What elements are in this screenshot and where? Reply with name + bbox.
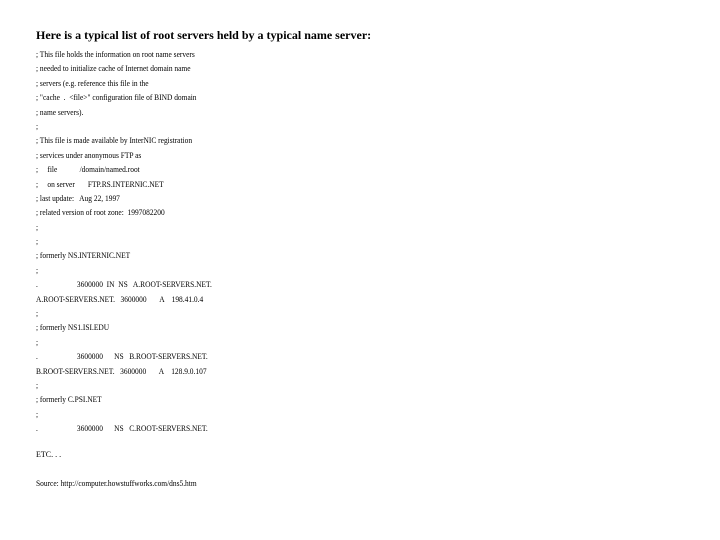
- listing-line: ;: [36, 337, 39, 347]
- listing-line: ; formerly NS.INTERNIC.NET: [36, 251, 131, 261]
- listing-line: ;: [36, 265, 39, 275]
- listing-line: ;: [36, 121, 39, 131]
- listing-line: ; on server FTP.RS.INTERNIC.NET: [36, 179, 164, 189]
- root-servers-file-listing: [36, 48, 696, 437]
- listing-line: . 3600000 NS B.ROOT-SERVERS.NET.: [36, 352, 208, 362]
- listing-line: ; This file is made available by InterNIC registration: [36, 136, 193, 146]
- listing-line: ; related version of root zone: 1997082200: [36, 208, 165, 218]
- listing-line: ;: [36, 309, 39, 319]
- listing-line: . 3600000 IN NS A.ROOT-SERVERS.NET.: [36, 280, 212, 290]
- listing-line: ; last update: Aug 22, 1997: [36, 193, 120, 203]
- listing-line: ; "cache . <file>" configuration file of BIND domain: [36, 93, 197, 103]
- listing-line: ;: [36, 237, 39, 247]
- listing-line: ; needed to initialize cache of Internet domain name: [36, 64, 191, 74]
- listing-line: ;: [36, 409, 39, 419]
- listing-line: ; formerly C.PSI.NET: [36, 395, 102, 405]
- listing-line: A.ROOT-SERVERS.NET. 3600000 A 198.41.0.4: [36, 294, 204, 304]
- listing-line: ; This file holds the information on root name servers: [36, 50, 195, 59]
- listing-line: ;: [36, 222, 39, 232]
- listing-line: . 3600000 NS C.ROOT-SERVERS.NET.: [36, 424, 208, 434]
- etc-text: ETC. . .: [36, 449, 62, 459]
- source-citation: Source: http://computer.howstuffworks.com/dns5.htm: [36, 478, 197, 488]
- listing-line: ; formerly NS1.ISI.EDU: [36, 323, 110, 333]
- document-page: [36, 28, 696, 490]
- listing-line: ; services under anonymous FTP as: [36, 150, 142, 160]
- listing-line: B.ROOT-SERVERS.NET. 3600000 A 128.9.0.107: [36, 366, 207, 376]
- listing-line: ; name servers).: [36, 107, 84, 117]
- page-heading: Here is a typical list of root servers held by a typical name server:: [36, 28, 372, 42]
- listing-line: ;: [36, 380, 39, 390]
- listing-line: ; servers (e.g. reference this file in the: [36, 78, 149, 88]
- listing-line: ; file /domain/named.root: [36, 165, 140, 175]
